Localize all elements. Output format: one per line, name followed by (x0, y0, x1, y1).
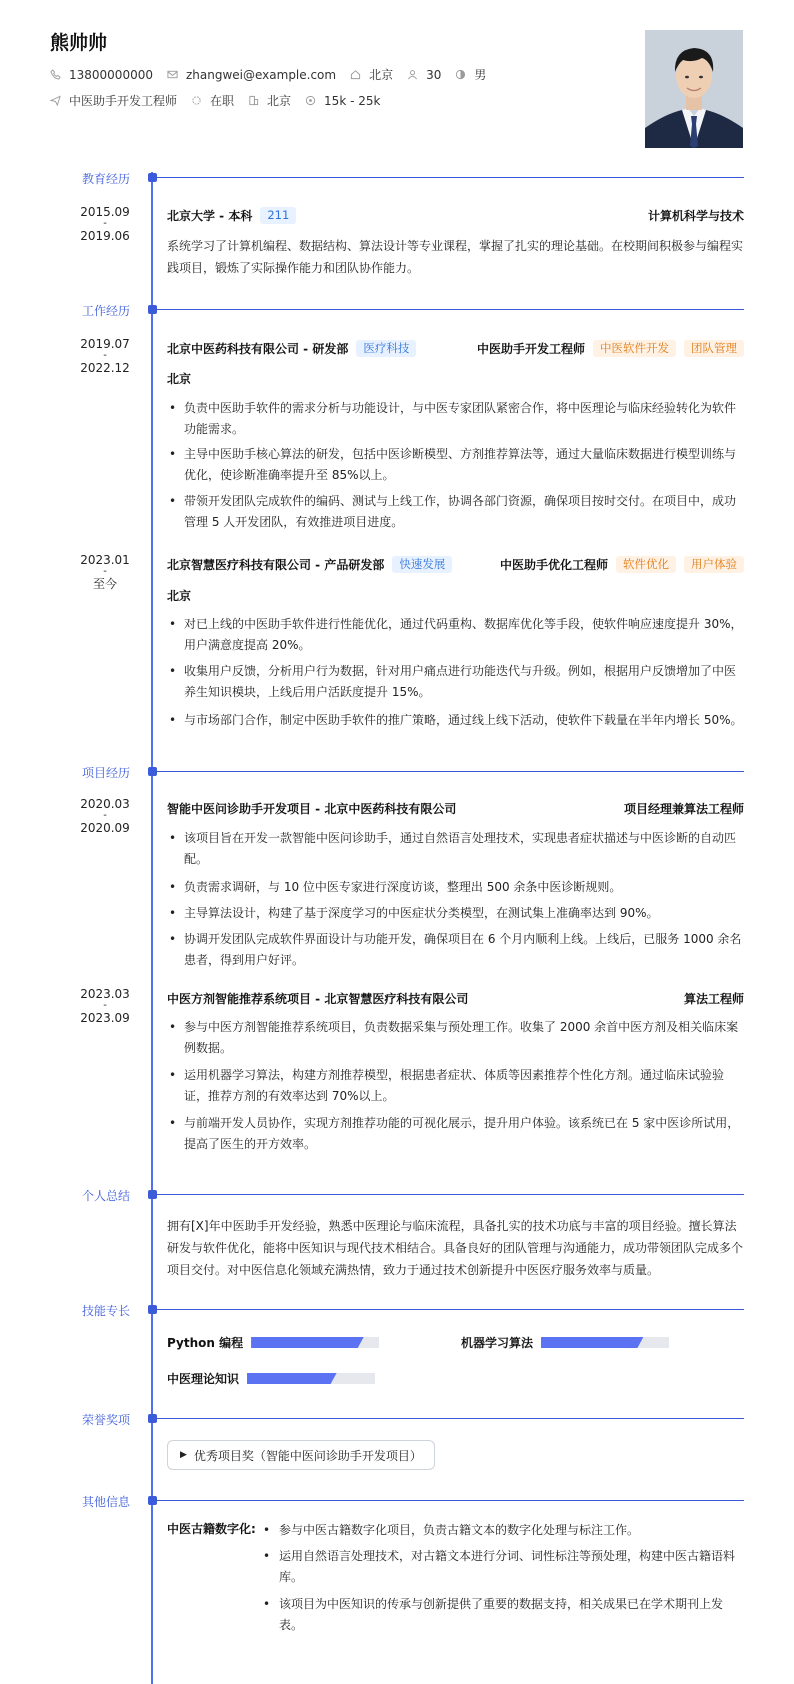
skill-bar (541, 1337, 669, 1348)
list-item: • 对已上线的中医助手软件进行性能优化，通过代码重构、数据库优化等手段，使软件响应速度提升 30%，用户满意度提高 20%。 (167, 614, 744, 656)
gender-icon (455, 69, 466, 80)
status-text: 在职 (210, 94, 235, 108)
date-sep: - (103, 1000, 107, 1011)
company-tag: 医疗科技 (356, 340, 416, 357)
work2-row (167, 556, 744, 573)
skill-name: 机器学习算法 (461, 1336, 534, 1350)
section-divider (156, 771, 744, 772)
list-item: • 收集用户反馈，分析用户行为数据，针对用户痛点进行功能迭代与升级。例如，根据用户反馈增加了中医养生知识模块，上线后用户活跃度提升 15%。 (167, 661, 744, 703)
skill-bar-fill (541, 1337, 643, 1348)
summary-text: 拥有[X]年中医助手开发经验，熟悉中医理论与临床流程，具备扎实的技术功底与丰富的项目经验。擅长算法研发与软件优化，能将中医知识与现代技术相结合。具备良好的团队管理与沟通能力，成功带领团队完成多个项目交付。对中医信息化领域充满热情，致力于通过技术创新提升中医医疗服务效率与质量。 (167, 1219, 744, 1277)
work1-row (167, 340, 744, 357)
date-start: 2023.03 (80, 987, 130, 1001)
company-tag: 快速发展 (392, 556, 452, 573)
section-summary-label: 个人总结 (81, 1189, 130, 1203)
role-tag: 软件优化 (616, 556, 676, 573)
timeline-line (151, 172, 153, 1684)
date-sep: - (103, 218, 107, 229)
role-tag: 用户体验 (684, 556, 744, 573)
project-title: 智能中医问诊助手开发项目 - 北京中医药科技有限公司 (167, 802, 457, 816)
project1-date (62, 796, 148, 836)
project-role: 算法工程师 (683, 992, 744, 1006)
role-tag: 团队管理 (684, 340, 744, 357)
school-tag: 211 (260, 207, 296, 224)
company-name: 北京中医药科技有限公司 - 研发部 (167, 342, 349, 356)
award-title: 优秀项目奖（智能中医问诊助手开发项目） (193, 1448, 422, 1463)
work-city-text: 北京 (267, 94, 292, 108)
role-title: 中医助手优化工程师 (499, 558, 608, 572)
section-other-label: 其他信息 (81, 1495, 130, 1509)
salary-text: 15k - 25k (324, 93, 381, 108)
status-icon (191, 95, 202, 106)
gender-text: 男 (474, 68, 487, 82)
work1-date (62, 336, 148, 376)
section-projects-label: 项目经历 (81, 766, 130, 780)
job-title-text: 中医助手开发工程师 (69, 94, 178, 108)
project2-row (167, 990, 744, 1007)
section-work-label: 工作经历 (81, 304, 130, 318)
list-item: • 协调开发团队完成软件界面设计与功能开发，确保项目在 6 个月内顺利上线。上线后，已服务 1000 余名患者，得到用户好评。 (167, 929, 744, 971)
salary-item (305, 94, 380, 108)
date-start: 2023.01 (80, 553, 130, 567)
gender-item (455, 66, 486, 83)
email-item (167, 68, 336, 82)
location-item (350, 66, 393, 83)
work2-date (62, 552, 148, 592)
skill-bar-fill (247, 1373, 337, 1384)
major: 计算机科学与技术 (647, 209, 744, 223)
education-date (62, 204, 148, 244)
list-item: • 参与中医古籍数字化项目，负责古籍文本的数字化处理与标注工作。 (263, 1520, 744, 1541)
list-item: • 负责需求调研，与 10 位中医专家进行深度访谈，整理出 500 余条中医诊断规则。 (167, 877, 744, 898)
work-city: 北京 (167, 372, 192, 386)
play-icon: ▶ (180, 1450, 187, 1460)
list-item: • 负责中医助手软件的需求分析与功能设计，与中医专家团队紧密合作，将中医理论与临床经验转化为软件功能需求。 (167, 398, 744, 440)
project-role: 项目经理兼算法工程师 (623, 802, 744, 816)
skill-bar (247, 1373, 375, 1384)
list-item: • 主导中医助手核心算法的研发，包括中医诊断模型、方剂推荐算法等，通过大量临床数据进行模型训练与优化，使诊断准确率提升至 85%以上。 (167, 444, 744, 486)
section-divider (156, 1309, 744, 1310)
section-divider (156, 1500, 744, 1501)
list-item: • 与前端开发人员协作，实现方剂推荐功能的可视化展示，提升用户体验。该系统已在 5 家中医诊所试用，提高了医生的开方效率。 (167, 1113, 744, 1155)
education-desc: 系统学习了计算机编程、数据结构、算法设计等专业课程，掌握了扎实的理论基础。在校期间积极参与编程实践项目，锻炼了实际操作能力和团队协作能力。 (167, 239, 744, 275)
skill-bar-fill (251, 1337, 364, 1348)
skill-item (461, 1334, 669, 1351)
job-title-item (50, 92, 177, 109)
location-text: 北京 (369, 68, 394, 82)
education-row (167, 207, 744, 224)
project2-date (62, 986, 148, 1026)
role-tag: 中医软件开发 (593, 340, 676, 357)
list-item: • 带领开发团队完成软件的编码、测试与上线工作，协调各部门资源，确保项目按时交付。在项目中，成功管理 5 人开发团队，有效推进项目进度。 (167, 491, 744, 533)
list-item: • 该项目旨在开发一款智能中医问诊助手，通过自然语言处理技术，实现患者症状描述与中医诊断的自动匹配。 (167, 828, 744, 870)
building-icon (248, 95, 259, 106)
salary-icon (305, 95, 316, 106)
candidate-name: 熊帅帅 (50, 32, 108, 54)
company-name: 北京智慧医疗科技有限公司 - 产品研发部 (167, 558, 385, 572)
section-divider (156, 1418, 744, 1419)
date-sep: - (103, 566, 107, 577)
section-divider (156, 1194, 744, 1195)
date-end: 2019.06 (80, 229, 130, 243)
date-start: 2015.09 (80, 205, 130, 219)
date-end: 至今 (92, 577, 117, 591)
user-icon (407, 69, 418, 80)
date-start: 2019.07 (80, 337, 130, 351)
date-end: 2023.09 (80, 1011, 130, 1025)
phone-text: 13800000000 (69, 67, 153, 82)
list-item: • 运用自然语言处理技术，对古籍文本进行分词、词性标注等预处理，构建中医古籍语料库。 (263, 1546, 744, 1588)
phone-icon (50, 69, 61, 80)
mail-icon (167, 69, 178, 80)
date-end: 2022.12 (80, 361, 130, 375)
skill-name: Python 编程 (167, 1336, 244, 1350)
school-name: 北京大学 - 本科 (167, 209, 253, 223)
send-icon (50, 95, 61, 106)
contact-row (50, 66, 500, 83)
phone-item (50, 68, 153, 82)
section-skills-label: 技能专长 (81, 1304, 130, 1318)
work-city: 北京 (167, 589, 192, 603)
other-label: 中医古籍数字化: (167, 1522, 256, 1536)
list-item: • 与市场部门合作，制定中医助手软件的推广策略，通过线上线下活动，使软件下载量在半年内增长 50%。 (167, 710, 744, 731)
skill-name: 中医理论知识 (167, 1372, 240, 1386)
section-awards-label: 荣誉奖项 (81, 1413, 130, 1427)
award-item[interactable] (167, 1440, 435, 1470)
project1-row (167, 800, 744, 817)
list-item: • 主导算法设计，构建了基于深度学习的中医症状分类模型，在测试集上准确率达到 90%。 (167, 903, 744, 924)
section-divider (156, 309, 744, 310)
work-city-item (248, 92, 291, 109)
profile-photo (645, 30, 743, 148)
list-item: • 运用机器学习算法，构建方剂推荐模型，根据患者症状、体质等因素推荐个性化方剂。通过临床试验验证，推荐方剂的有效率达到 70%以上。 (167, 1065, 744, 1107)
role-title: 中医助手开发工程师 (476, 342, 585, 356)
age-text: 30 (426, 67, 442, 82)
email-text: zhangwei@example.com (185, 67, 337, 82)
skill-item (167, 1334, 379, 1351)
skill-bar (251, 1337, 379, 1348)
status-item (191, 92, 234, 109)
date-end: 2020.09 (80, 821, 130, 835)
list-item: • 参与中医方剂智能推荐系统项目，负责数据采集与预处理工作。收集了 2000 余首中医方剂及相关临床案例数据。 (167, 1017, 744, 1059)
date-sep: - (103, 810, 107, 821)
project-title: 中医方剂智能推荐系统项目 - 北京智慧医疗科技有限公司 (167, 992, 469, 1006)
list-item: • 该项目为中医知识的传承与创新提供了重要的数据支持，相关成果已在学术期刊上发表。 (263, 1594, 744, 1636)
date-sep: - (103, 350, 107, 361)
job-row (50, 92, 394, 109)
section-education-label: 教育经历 (81, 172, 130, 186)
age-item (407, 68, 441, 82)
date-start: 2020.03 (80, 797, 130, 811)
section-divider (156, 177, 744, 178)
skill-item (167, 1370, 375, 1387)
home-icon (350, 69, 361, 80)
